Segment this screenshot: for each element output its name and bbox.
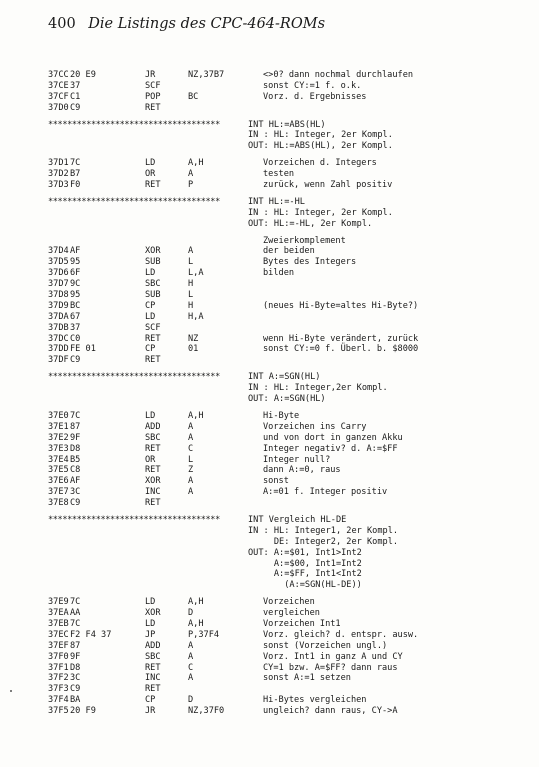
separator-stars: ************************************ (48, 196, 220, 207)
comment: bilden (263, 268, 295, 279)
mnemonic: LD (145, 618, 156, 629)
comment: sonst CY:=1 f. o.k. (263, 80, 362, 91)
address: 37D0 (48, 102, 69, 113)
address: 37F0 (48, 651, 69, 662)
code-line (48, 236, 528, 247)
address: 37D8 (48, 290, 69, 301)
mnemonic: CP (145, 300, 156, 311)
opcode-bytes: 7C (70, 410, 81, 421)
code-line (48, 608, 528, 619)
code-line (48, 279, 528, 290)
comment: A:=01 f. Integer positiv (263, 487, 388, 498)
comment: Vorzeichen (263, 597, 315, 608)
mnemonic: SCF (145, 80, 161, 91)
operand: NZ,37F0 (188, 706, 225, 717)
mnemonic: LD (145, 410, 156, 421)
operand: A,H (188, 618, 204, 629)
comment: Zweierkomplement (263, 235, 346, 246)
code-line (48, 257, 528, 268)
code-line (48, 246, 528, 257)
opcode-bytes: 7C (70, 597, 81, 608)
opcode-bytes: D8 (70, 443, 81, 454)
address: 37D9 (48, 300, 69, 311)
code-line (48, 334, 528, 345)
operand: A (188, 421, 194, 432)
mnemonic: ADD (145, 421, 161, 432)
operand: L (188, 290, 194, 301)
opcode-bytes: 7C (70, 158, 81, 169)
address: 37E2 (48, 432, 69, 443)
routine-description: OUT: A:=SGN(HL) (248, 394, 326, 405)
code-line (48, 487, 528, 498)
opcode-bytes: C9 (70, 102, 81, 113)
routine-header-line (48, 208, 528, 219)
code-line (48, 652, 528, 663)
opcode-bytes: F0 (70, 180, 81, 191)
mnemonic: XOR (145, 608, 161, 619)
routine-header-line (48, 120, 528, 131)
mnemonic: LD (145, 268, 156, 279)
mnemonic: JR (145, 70, 156, 80)
mnemonic: RET (145, 498, 161, 509)
routine-header-line (48, 548, 528, 559)
mnemonic: ADD (145, 640, 161, 651)
routine-header-line (48, 372, 528, 383)
opcode-bytes: C1 (70, 91, 81, 102)
address: 37E1 (48, 421, 69, 432)
opcode-bytes: C9 (70, 355, 81, 366)
routine-header-line (48, 394, 528, 405)
address: 37E8 (48, 498, 69, 509)
listing-block (48, 191, 528, 366)
opcode-bytes: 37 (70, 80, 81, 91)
separator-stars: ************************************ (48, 514, 220, 525)
comment: sonst CY:=0 f. Überl. b. $8000 (263, 344, 419, 355)
address: 37F2 (48, 673, 69, 684)
code-line (48, 81, 528, 92)
address: 37F5 (48, 706, 69, 717)
address: 37E5 (48, 465, 69, 476)
address: 37D4 (48, 246, 69, 257)
opcode-bytes: FE 01 (70, 344, 96, 355)
routine-header-line (48, 526, 528, 537)
routine-description: IN : HL: Integer,2er Kompl. (248, 383, 388, 394)
address: 37E7 (48, 487, 69, 498)
operand: A (188, 673, 194, 684)
operand: 01 (188, 344, 199, 355)
address: 37D2 (48, 169, 69, 180)
opcode-bytes: 87 (70, 640, 81, 651)
mnemonic: POP (145, 91, 161, 102)
opcode-bytes: C9 (70, 498, 81, 509)
code-line (48, 684, 528, 695)
code-line (48, 695, 528, 706)
code-line (48, 344, 528, 355)
mnemonic: LD (145, 311, 156, 322)
code-line (48, 422, 528, 433)
opcode-bytes: 95 (70, 290, 81, 301)
page-number: 400 (48, 16, 76, 32)
mnemonic: CP (145, 344, 156, 355)
comment: Vorzeichen d. Integers (263, 158, 377, 169)
comment: ungleich? dann raus, CY->A (263, 706, 398, 717)
comment: der beiden (263, 246, 315, 257)
mnemonic: XOR (145, 476, 161, 487)
mnemonic: RET (145, 465, 161, 476)
mnemonic: SBC (145, 432, 161, 443)
operand: A (188, 432, 194, 443)
comment: Vorz. d. Ergebnisses (263, 91, 367, 102)
operand: L (188, 257, 194, 268)
code-line (48, 455, 528, 466)
comment: sonst A:=1 setzen (263, 673, 351, 684)
operand: P,37F4 (188, 629, 220, 640)
address: 37DD (48, 344, 69, 355)
routine-description: IN : HL: Integer, 2er Kompl. (248, 207, 393, 218)
opcode-bytes: 87 (70, 421, 81, 432)
comment: Integer null? (263, 454, 331, 465)
mnemonic: OR (145, 454, 156, 465)
address: 37D3 (48, 180, 69, 191)
address: 37E9 (48, 597, 69, 608)
mnemonic: JR (145, 706, 156, 717)
mnemonic: RET (145, 333, 161, 344)
operand: NZ (188, 333, 199, 344)
address: 37DC (48, 333, 69, 344)
routine-description: IN : HL: Integer, 2er Kompl. (248, 130, 393, 141)
address: 37EB (48, 618, 69, 629)
mnemonic: RET (145, 180, 161, 191)
code-line (48, 411, 528, 422)
mnemonic: CP (145, 695, 156, 706)
code-line (48, 498, 528, 509)
code-line (48, 312, 528, 323)
operand: L (188, 454, 194, 465)
operand: L,A (188, 268, 204, 279)
comment: sonst (263, 476, 289, 487)
operand: A (188, 169, 194, 180)
code-line (48, 158, 528, 169)
address: 37E3 (48, 443, 69, 454)
opcode-bytes: 67 (70, 311, 81, 322)
address: 37D6 (48, 268, 69, 279)
opcode-bytes: 20 F9 (70, 706, 96, 717)
routine-title: INT HL:=-HL (248, 196, 305, 207)
operand: BC (188, 91, 199, 102)
mnemonic: SBC (145, 279, 161, 290)
comment: sonst (Vorzeichen ungl.) (263, 640, 388, 651)
opcode-bytes: D8 (70, 662, 81, 673)
operand: H,A (188, 311, 204, 322)
mnemonic: INC (145, 487, 161, 498)
code-line (48, 301, 528, 312)
address: 37F3 (48, 684, 69, 695)
separator-stars: ************************************ (48, 372, 220, 383)
comment: Vorzeichen ins Carry (263, 421, 367, 432)
operand: A (188, 640, 194, 651)
opcode-bytes: AF (70, 476, 81, 487)
opcode-bytes: 6F (70, 268, 81, 279)
code-line (48, 663, 528, 674)
opcode-bytes: 3C (70, 487, 81, 498)
comment: Vorz. gleich? d. entspr. ausw. (263, 629, 419, 640)
mnemonic: LD (145, 158, 156, 169)
code-line (48, 323, 528, 334)
code-line (48, 169, 528, 180)
routine-title: INT HL:=ABS(HL) (248, 119, 326, 130)
mnemonic: JP (145, 629, 156, 640)
opcode-bytes: C8 (70, 465, 81, 476)
mnemonic: RET (145, 355, 161, 366)
code-line (48, 92, 528, 103)
code-line (48, 630, 528, 641)
address: 37E6 (48, 476, 69, 487)
routine-title: INT Vergleich HL-DE (248, 514, 347, 525)
listing-block (48, 70, 528, 114)
address: 37F4 (48, 695, 69, 706)
comment: und von dort in ganzen Akku (263, 432, 403, 443)
mnemonic: OR (145, 169, 156, 180)
opcode-bytes: 20 E9 (70, 70, 96, 80)
address: 37EC (48, 629, 69, 640)
opcode-bytes: AA (70, 608, 81, 619)
assembly-listing (48, 70, 528, 717)
code-line (48, 465, 528, 476)
routine-description: A:=$00, Int1=Int2 (248, 558, 362, 569)
operand: H (188, 300, 194, 311)
operand: NZ,37B7 (188, 70, 225, 80)
opcode-bytes: 7C (70, 618, 81, 629)
mnemonic: INC (145, 673, 161, 684)
operand: A,H (188, 410, 204, 421)
operand: A (188, 476, 194, 487)
opcode-bytes: B5 (70, 454, 81, 465)
operand: C (188, 662, 194, 673)
page-title: Die Listings des CPC-464-ROMs (88, 16, 326, 32)
routine-description: DE: Integer2, 2er Kompl. (248, 536, 399, 547)
operand: A,H (188, 597, 204, 608)
operand: A (188, 487, 194, 498)
opcode-bytes: 9F (70, 651, 81, 662)
listing-block (48, 114, 528, 191)
mnemonic: RET (145, 102, 161, 113)
routine-header-line (48, 197, 528, 208)
comment: zurück, wenn Zahl positiv (263, 180, 393, 191)
code-line (48, 433, 528, 444)
routine-header-line (48, 569, 528, 580)
address: 37E0 (48, 410, 69, 421)
address: 37DF (48, 355, 69, 366)
comment: Hi-Byte (263, 410, 300, 421)
mnemonic: RET (145, 662, 161, 673)
code-line (48, 476, 528, 487)
code-line (48, 706, 528, 717)
address: 37CF (48, 91, 69, 102)
routine-header-line (48, 559, 528, 570)
address: 37D7 (48, 279, 69, 290)
opcode-bytes: F2 F4 37 (70, 629, 112, 640)
address: 37DB (48, 322, 69, 333)
mnemonic: LD (145, 597, 156, 608)
opcode-bytes: 9F (70, 432, 81, 443)
separator-stars: ************************************ (48, 119, 220, 130)
routine-header-line (48, 141, 528, 152)
address: 37CC (48, 70, 69, 80)
operand: D (188, 695, 194, 706)
opcode-bytes: B7 (70, 169, 81, 180)
operand: A,H (188, 158, 204, 169)
opcode-bytes: BC (70, 300, 81, 311)
operand: C (188, 443, 194, 454)
mnemonic: XOR (145, 246, 161, 257)
comment: CY=1 bzw. A=$FF? dann raus (263, 662, 398, 673)
listing-block (48, 366, 528, 509)
operand: P (188, 180, 194, 191)
address: 37D5 (48, 257, 69, 268)
operand: Z (188, 465, 194, 476)
comment: Vorzeichen Int1 (263, 618, 341, 629)
opcode-bytes: C9 (70, 684, 81, 695)
code-line (48, 444, 528, 455)
routine-description: OUT: HL:=ABS(HL), 2er Kompl. (248, 141, 393, 152)
mnemonic: RET (145, 684, 161, 695)
code-line (48, 70, 528, 81)
comment: <>0? dann nochmal durchlaufen (263, 70, 414, 80)
comment: vergleichen (263, 608, 320, 619)
mnemonic: SBC (145, 651, 161, 662)
code-line (48, 619, 528, 630)
comment: Vorz. Int1 in ganz A und CY (263, 651, 403, 662)
opcode-bytes: 9C (70, 279, 81, 290)
mnemonic: SCF (145, 322, 161, 333)
routine-description: A:=$FF, Int1<Int2 (248, 569, 362, 580)
comment: Hi-Bytes vergleichen (263, 695, 367, 706)
routine-description: OUT: A:=$01, Int1>Int2 (248, 547, 362, 558)
mnemonic: RET (145, 443, 161, 454)
routine-header-line (48, 580, 528, 591)
routine-title: INT A:=SGN(HL) (248, 372, 321, 383)
routine-description: (A:=SGN(HL-DE)) (248, 580, 362, 591)
code-line (48, 290, 528, 301)
code-line (48, 355, 528, 366)
opcode-bytes: 3C (70, 673, 81, 684)
mnemonic: SUB (145, 290, 161, 301)
routine-header-line (48, 219, 528, 230)
comment: (neues Hi-Byte=altes Hi-Byte?) (263, 300, 419, 311)
operand: A (188, 246, 194, 257)
address: 37EF (48, 640, 69, 651)
opcode-bytes: 37 (70, 322, 81, 333)
address: 37DA (48, 311, 69, 322)
address: 37F1 (48, 662, 69, 673)
page-header (48, 16, 325, 32)
comment: testen (263, 169, 295, 180)
operand: D (188, 608, 194, 619)
opcode-bytes: 95 (70, 257, 81, 268)
opcode-bytes: AF (70, 246, 81, 257)
opcode-bytes: C0 (70, 333, 81, 344)
code-line (48, 180, 528, 191)
address: 37EA (48, 608, 69, 619)
address: 37CE (48, 80, 69, 91)
code-line (48, 673, 528, 684)
operand: A (188, 651, 194, 662)
operand: H (188, 279, 194, 290)
code-line (48, 103, 528, 114)
listing-block (48, 509, 528, 717)
code-line (48, 268, 528, 279)
mnemonic: SUB (145, 257, 161, 268)
comment: Integer negativ? d. A:=$FF (263, 443, 398, 454)
routine-description: OUT: HL:=-HL, 2er Kompl. (248, 218, 373, 229)
routine-header-line (48, 383, 528, 394)
opcode-bytes: BA (70, 695, 81, 706)
routine-description: IN : HL: Integer1, 2er Kompl. (248, 525, 399, 536)
routine-header-line (48, 130, 528, 141)
address: 37E4 (48, 454, 69, 465)
comment: dann A:=0, raus (263, 465, 341, 476)
comment: Bytes des Integers (263, 257, 357, 268)
code-line (48, 597, 528, 608)
comment: wenn Hi-Byte verändert, zurück (263, 333, 419, 344)
address: 37D1 (48, 158, 69, 169)
routine-header-line (48, 515, 528, 526)
scan-speck (10, 690, 12, 692)
code-line (48, 641, 528, 652)
routine-header-line (48, 537, 528, 548)
